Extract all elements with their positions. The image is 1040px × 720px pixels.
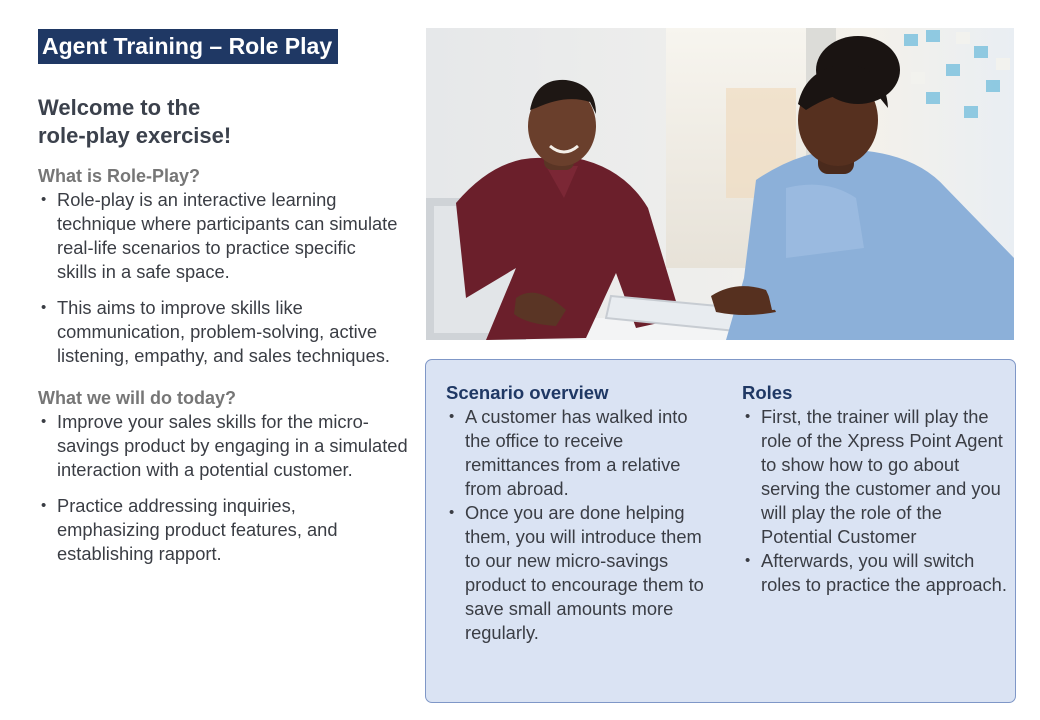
training-photo: [426, 28, 1014, 340]
welcome-line-1: Welcome to the: [38, 95, 201, 120]
list-item: • Improve your sales skills for the micro-savings product by engaging in a simulated interaction with a potential customer.: [38, 410, 409, 482]
list-item: • Afterwards, you will switch roles to practice the approach.: [742, 549, 1015, 597]
roles-heading: Roles: [742, 382, 793, 403]
office-photo-illustration: [426, 28, 1014, 340]
roles-list: [742, 405, 1007, 597]
today-heading: What we will do today?: [38, 388, 236, 408]
list-item: • A customer has walked into the office to receive remittances from a relative from abroad.: [446, 405, 718, 501]
what-is-list: [38, 188, 398, 368]
today-list: [38, 410, 408, 566]
welcome-heading: [38, 94, 398, 150]
page-title: Agent Training – Role Play: [38, 29, 338, 64]
list-item: • Role-play is an interactive learning technique where participants can simulate real-life scenarios to practice specific skills in a safe space.: [38, 188, 398, 284]
list-item: • First, the trainer will play the role of the Xpress Point Agent to show how to go about serving the customer and you will play the role of the Potential Customer: [742, 405, 1004, 549]
list-item: • Once you are done helping them, you will introduce them to our new micro-savings product to encourage them to save small amounts more regularly.: [446, 501, 717, 645]
welcome-line-2: role-play exercise!: [38, 123, 232, 148]
left-column: [38, 94, 408, 566]
scenario-heading: Scenario overview: [446, 382, 609, 403]
scenario-list: [446, 405, 718, 645]
scenario-column: [446, 381, 718, 645]
list-item: • This aims to improve skills like communication, problem-solving, active listening, empathy, and sales techniques.: [38, 296, 398, 368]
scenario-roles-panel: [425, 359, 1016, 703]
list-item: • Practice addressing inquiries, emphasizing product features, and establishing rapport.: [38, 494, 392, 566]
what-is-heading: What is Role-Play?: [38, 166, 201, 186]
roles-column: [742, 381, 1007, 597]
